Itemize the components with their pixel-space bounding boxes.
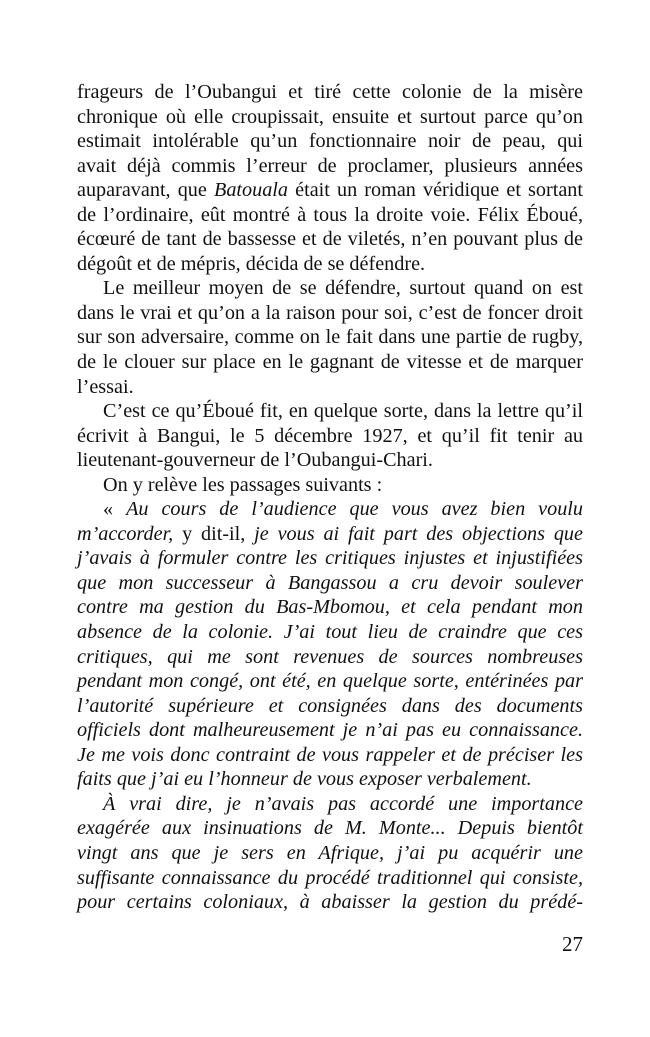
- text-line: [77, 767, 583, 792]
- text-line: [77, 399, 583, 424]
- italic-text: contre ma gestion du Bas-Mbomou, et cela pendant mon: [77, 596, 583, 619]
- text-line: [77, 792, 583, 817]
- italic-text: exagérée aux insinuations de M. Monte... Depuis bientôt: [77, 817, 583, 840]
- text-line: [77, 448, 583, 473]
- page-number: 27: [562, 932, 583, 956]
- italic-text: Au cours de l’audience que vous avez bien voulu: [126, 498, 584, 521]
- text-line: [77, 276, 583, 301]
- text-line: [77, 325, 583, 350]
- text-line: [77, 645, 583, 670]
- text-segment: dégoût et de mépris, décida de se défendre.: [77, 252, 426, 275]
- text-segment: frageurs de l’Oubangui et tiré cette colonie de la misère: [77, 81, 583, 103]
- italic-text: À vrai dire, je n’avais pas accordé une importance: [103, 792, 583, 815]
- text-line: [77, 816, 583, 841]
- text-line: [77, 866, 583, 891]
- italic-text: suffisante connaissance du procédé traditionnel qui consiste,: [77, 866, 583, 889]
- text-line: [77, 595, 583, 620]
- italic-text: Je me vois donc contraint de vous rappeler et de préciser les: [77, 743, 583, 766]
- text-segment: y dit-il,: [173, 522, 255, 545]
- text-line: [77, 154, 583, 179]
- text-line: [77, 473, 583, 498]
- text-line: [77, 424, 583, 449]
- text-line: [77, 743, 583, 768]
- text-segment: Le meilleur moyen de se défendre, surtout quand on est: [103, 277, 583, 300]
- italic-text: je vous ai fait part des objections que: [254, 522, 583, 545]
- text-line: [77, 497, 583, 522]
- text-line: [77, 841, 583, 866]
- text-segment: C’est ce qu’Éboué fit, en quelque sorte, dans la lettre qu’il: [103, 400, 583, 423]
- text-segment: estimait intolérable qu’un fonctionnaire noir de peau, qui: [77, 130, 583, 153]
- text-segment: écrivit à Bangui, le 5 décembre 1927, et qu’il fit tenir au: [77, 424, 583, 447]
- italic-text: absence de la colonie. J’ai tout lieu de craindre que ces: [77, 621, 583, 644]
- text-line: [77, 571, 583, 596]
- text-segment: On y relève les passages suivants :: [103, 473, 383, 496]
- text-line: [77, 694, 583, 719]
- text-line: [77, 620, 583, 645]
- italic-text: critiques, qui me sont revenues de sources nombreuses: [77, 645, 583, 668]
- italic-text: j’avais à formuler contre les critiques injustes et injustifiées: [77, 547, 583, 570]
- text-line: [77, 718, 583, 743]
- text-line: [77, 546, 583, 571]
- italic-text: pour certains coloniaux, à abaisser la gestion du prédé-: [77, 891, 583, 914]
- text-segment: «: [103, 498, 127, 521]
- text-segment: l’essai.: [77, 375, 134, 398]
- italic-text: officiels dont malheureusement je n’ai pas eu connaissance.: [77, 719, 583, 742]
- text-line: [77, 522, 583, 547]
- italic-text: Batouala: [213, 179, 289, 202]
- text-segment: dans le vrai et qu’on a la raison pour soi, c’est de foncer droit: [77, 301, 583, 324]
- text-segment: avait déjà commis l’erreur de proclamer, plusieurs années: [77, 154, 583, 177]
- text-line: [77, 178, 583, 203]
- text-segment: était un roman véridique et sortant: [288, 179, 583, 202]
- text-line: [77, 375, 583, 400]
- text-line: [77, 80, 583, 105]
- text-segment: écœuré de tant de bassesse et de viletés, n’en pouvant plus de: [77, 228, 583, 251]
- text-line: [77, 129, 583, 154]
- text-line: [77, 252, 583, 277]
- text-segment: chronique où elle croupissait, ensuite et surtout parce qu’on: [77, 105, 583, 128]
- text-line: [77, 669, 583, 694]
- text-segment: sur son adversaire, comme on le fait dans une partie de rugby,: [77, 326, 583, 349]
- text-line: [77, 890, 583, 915]
- text-line: [77, 105, 583, 130]
- text-line: [77, 350, 583, 375]
- text-line: [77, 301, 583, 326]
- italic-text: vingt ans que je sers en Afrique, j’ai pu acquérir une: [77, 841, 583, 864]
- text-segment: de le clouer sur place en le gagnant de vitesse et de marquer: [77, 351, 583, 374]
- italic-text: l’autorité supérieure et consignées dans des documents: [77, 694, 583, 717]
- body-text: [77, 80, 583, 915]
- italic-text: que mon successeur à Bangassou a cru devoir soulever: [77, 571, 583, 594]
- italic-text: m’accorder,: [77, 522, 174, 545]
- text-line: [77, 227, 583, 252]
- text-segment: lieutenant-gouverneur de l’Oubangui-Chari.: [77, 449, 433, 472]
- text-line: [77, 203, 583, 228]
- text-segment: de l’ordinaire, eût montré à tous la droite voie. Félix Éboué,: [77, 203, 583, 226]
- italic-text: pendant mon congé, ont été, en quelque sorte, entérinées par: [77, 670, 583, 693]
- text-segment: auparavant, que: [77, 179, 214, 202]
- italic-text: faits que j’ai eu l’honneur de vous exposer verbalement.: [77, 768, 532, 791]
